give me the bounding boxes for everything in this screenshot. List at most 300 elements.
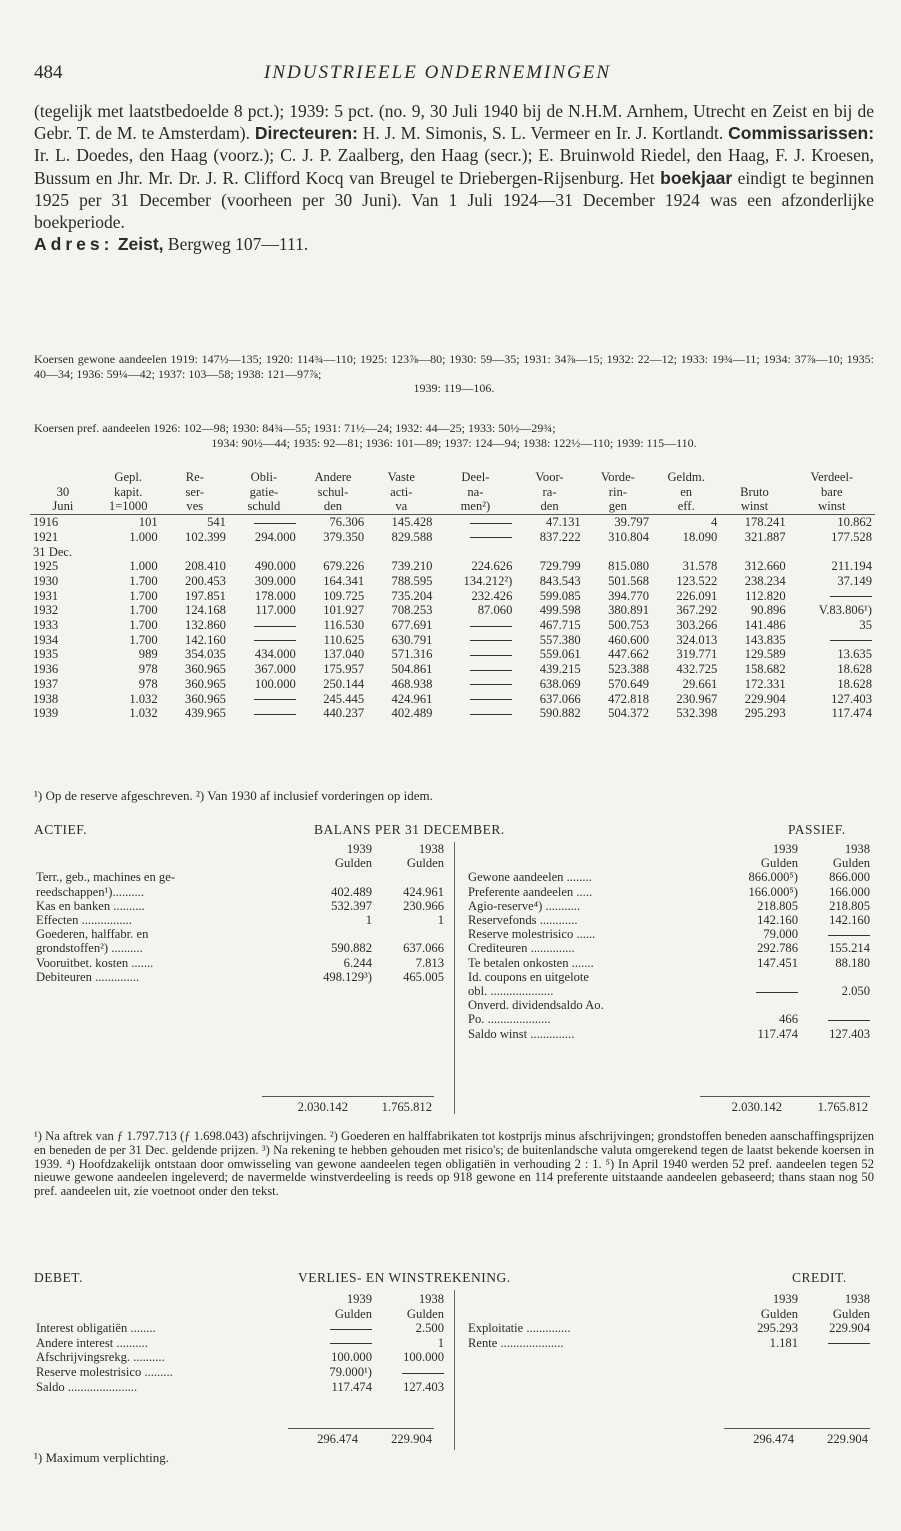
col-head: Vorde- [600,470,635,484]
ledger-row [466,1321,872,1336]
dash [756,992,798,993]
row-year: 1938 [33,691,59,706]
table-cell: 504.372 [608,706,649,721]
verlies-divider [454,1290,455,1450]
ledger-label: Po. .................... [468,1012,551,1027]
intro-text [34,100,874,255]
dash [830,596,872,597]
table-cell: 815.080 [608,559,649,574]
col-head: Vaste [387,470,415,484]
table-cell: 90.896 [750,603,786,618]
col-head: ser- [185,484,205,499]
ledger-value: 637.066 [403,941,444,956]
ledger-row [34,1365,446,1380]
table-cell: 590.882 [539,706,581,721]
ledger-label: Vooruitbet. kosten ....... [36,955,154,970]
table-cell: 309.000 [254,573,296,588]
table-cell [789,633,875,648]
ledger-value [302,927,374,941]
ledger-value: 1.181 [769,1335,798,1350]
ledger-row [34,927,446,941]
total-1939: 2.030.142 [297,1100,348,1114]
ledger-value [302,1321,374,1336]
table-cell: 39.797 [614,515,649,530]
dash [470,684,512,685]
ledger-label: Preferente aandeelen ..... [468,884,593,899]
commissarissen: Ir. L. Doedes, den Haag (voorz.); C. J. P. Zaalberg, den Haag (secr.); E. Bruinwold Riedel, den Haag, F. J. Kroesen, Bussum en Jhr. Mr. Dr. J. R. Clifford Kocq van Breugel te Driebergen-Rijsenburg. Het [34,145,874,188]
table-cell: 394.770 [608,588,649,603]
table-cell: 158.682 [744,662,786,677]
row-year: 1930 [33,573,59,588]
col-head: kapit. [114,484,143,499]
stats-footnote: ¹) Op de reserve afgeschreven. ²) Van 1930 af inclusief vorderingen op idem. [34,788,433,803]
table-cell: 31.578 [682,559,718,574]
ledger-row [466,941,872,955]
credit-total-rule [724,1428,870,1429]
table-cell: 18.628 [837,676,872,691]
table-cell: 232.426 [471,588,513,603]
col-head: winst [789,499,875,514]
ledger-row [466,1027,872,1041]
table-cell: 197.851 [185,588,226,603]
table-cell: 439.965 [185,706,226,721]
col-head: ra- [542,484,557,499]
credit-section [466,1292,872,1350]
dash [470,714,512,715]
table-cell: 230.967 [676,691,718,706]
ledger-row [34,941,446,955]
table-cell: 211.194 [831,559,872,574]
table-cell: 226.091 [676,588,718,603]
directeuren: H. J. M. Simonis, S. L. Vermeer en Ir. J. Kortlandt. [357,123,724,144]
ledger-value: 2.500 [415,1321,444,1336]
credit-table [466,1292,872,1350]
table-row [30,633,875,648]
ledger-label: Andere interest .......... [36,1335,148,1350]
ledger-value [374,927,446,941]
col-head: schul- [317,484,349,499]
ledger-value [800,970,872,984]
table-cell: 729.799 [539,559,581,574]
table-cell [161,545,229,560]
table-cell [435,618,515,633]
table-cell: 559.061 [539,647,581,662]
ledger-value: 230.966 [403,898,444,913]
year: 1938 [844,842,870,856]
table-cell: 35 [859,618,872,633]
ledger-value: 466 [779,1012,798,1027]
dash [828,935,870,936]
table-cell: 250.144 [323,676,365,691]
ledger-label: Saldo ...................... [36,1379,138,1394]
table-row [30,574,875,589]
ledger-row [466,927,872,941]
table-cell: 1.700 [129,573,158,588]
table-cell: 1.000 [129,529,158,544]
year: 1938 [418,1292,444,1306]
col-head: rin- [608,484,627,499]
ledger-value: 142.160 [829,913,870,928]
koersen-pref [34,421,874,450]
table-cell: 424.961 [391,691,433,706]
unit: Gulden [406,856,444,871]
table-row [30,530,875,545]
page-header [34,62,874,90]
ledger-label: Gewone aandeelen ........ [468,870,592,885]
ledger-value [800,998,872,1012]
intro-line: (tegelijk met laatstbedoelde 8 pct.); 1939: 5 pct. (no. 9, 30 Juli 1940 bij de N.H.M. Arnhem, Utrecht en Zeist en bij de Gebr. T. de M. te Amsterdam). [34,101,874,144]
table-cell [435,633,515,648]
ledger-label: Kas en banken .......... [36,898,145,913]
passief-title: PASSIEF. [788,822,846,837]
col-head: Re- [185,470,204,484]
ledger-value: 6.244 [343,955,372,970]
table-cell [435,647,515,662]
table-cell: 1.000 [129,559,158,574]
col-head: winst [720,499,788,514]
col-head: na- [467,484,484,499]
boekjaar-label: boekjaar [660,167,733,188]
table-cell: 129.589 [744,647,786,662]
table-cell: 4 [711,515,718,530]
ledger-label: Effecten ................ [36,913,132,928]
table-cell: 310.804 [608,529,649,544]
ledger-row [34,1380,446,1395]
stats-table [30,470,875,721]
table-cell: 100.000 [254,676,296,691]
ledger-value: 79.000 [763,927,798,942]
year-head [30,470,96,485]
ledger-label: Reserve molestrisico ......... [36,1364,173,1379]
actief-table [34,842,446,984]
table-cell [584,545,652,560]
ledger-label: Reserve molestrisico ...... [468,927,596,942]
stats-header-row [30,470,875,485]
table-cell: 164.341 [323,573,365,588]
col-head: Obli- [250,470,278,484]
ledger-value: 88.180 [835,955,870,970]
row-year: 1916 [33,515,59,530]
table-cell [229,633,299,648]
table-cell: 102.399 [185,529,226,544]
ledger-label: Crediteuren .............. [468,941,575,956]
table-cell: 500.753 [608,618,649,633]
ledger-value: 590.882 [331,941,372,956]
table-cell: 360.965 [185,676,226,691]
col-head: Geldm. [667,470,705,484]
table-cell [229,692,299,707]
table-cell: 360.965 [185,691,226,706]
table-cell: 468.938 [391,676,433,691]
koersen-gewone-last: 1939: 119—106. [413,381,495,395]
ledger-value: 1 [365,913,372,928]
adres-place: Zeist, [117,234,164,255]
col-head: den [299,499,367,514]
dash [254,626,296,627]
passief-table [466,842,872,1041]
ledger-label: Onverd. dividendsaldo Ao. [468,998,604,1013]
col-head [720,470,788,485]
ledger-value: 127.403 [829,1026,870,1041]
table-cell: 490.000 [254,559,296,574]
ledger-value: 100.000 [331,1350,372,1365]
ledger-row [466,885,872,899]
table-cell [96,545,161,560]
actief-title: ACTIEF. [34,822,88,837]
ledger-value: 166.000⁵) [748,884,798,899]
ledger-row [466,913,872,927]
table-cell: 29.661 [682,676,718,691]
table-cell: 1.032 [129,691,158,706]
row-year: 1932 [33,603,59,618]
table-cell: 229.904 [744,691,786,706]
year-head: Juni [30,499,96,514]
total-1939: 296.474 [317,1432,358,1446]
ledger-row [466,984,872,998]
col-head: Andere [314,470,352,484]
unit: Gulden [832,1306,870,1321]
col-head: eff. [652,499,720,514]
table-cell: 467.715 [539,618,581,633]
table-cell: 112.820 [745,588,786,603]
dash [830,640,872,641]
balans-title: BALANS PER 31 DECEMBER. [314,822,505,837]
table-row [30,662,875,677]
table-row [30,589,875,604]
table-cell: 142.160 [185,632,226,647]
table-cell: 1.700 [129,618,158,633]
actief-section [34,842,446,984]
dash [254,523,296,524]
table-cell: 321.887 [744,529,786,544]
table-cell: 208.410 [185,559,226,574]
row-year: 1935 [33,647,59,662]
dash [254,714,296,715]
table-cell: 116.530 [323,618,365,633]
table-cell: 13.635 [837,647,872,662]
stats-header-row [30,499,875,514]
koersen-pref-text: Koersen pref. aandeelen 1926: 102—98; 1930: 84¾—55; 1931: 71½—24; 1932: 44—25; 1933: 50½—29¾; [34,421,556,435]
col-head: gen [584,499,652,514]
ledger-row [34,870,446,884]
row-year: 1934 [33,632,59,647]
koersen-pref-last: 1934: 90½—44; 1935: 92—81; 1936: 101—89; 1937: 124—94; 1938: 122½—110; 1939: 115—110. [211,435,697,450]
table-cell: 1.700 [129,603,158,618]
ledger-row [34,885,446,899]
table-cell: 295.293 [744,706,786,721]
ledger-value: 424.961 [403,884,444,899]
table-cell: 141.486 [744,618,786,633]
table-cell: 177.528 [831,529,872,544]
passief-section [466,842,872,1041]
table-cell: 303.266 [676,618,718,633]
col-head: Voor- [535,470,564,484]
adres-label: Adres: [34,234,114,255]
table-cell: 677.691 [391,618,433,633]
ledger-value: 1 [437,913,444,928]
ledger-label: Interest obligatiën ........ [36,1321,156,1336]
table-row [30,647,875,662]
ledger-row [34,1336,446,1351]
total-1938: 1.765.812 [817,1100,868,1114]
total-1938: 229.904 [827,1432,868,1446]
dash [254,640,296,641]
table-cell: 354.035 [185,647,226,662]
ledger-label: Reservefonds ............ [468,913,578,928]
table-cell: 294.000 [254,529,296,544]
ledger-value [302,1336,374,1351]
ledger-value: 465.005 [403,969,444,984]
table-cell: 76.306 [329,515,365,530]
table-cell: 739.210 [391,559,433,574]
table-cell: 571.316 [391,647,433,662]
total-1938: 1.765.812 [381,1100,432,1114]
ledger-label: Te betalen onkosten ....... [468,955,594,970]
ledger-label: Debiteuren .............. [36,969,140,984]
table-cell: 637.066 [539,691,581,706]
table-cell: 145.428 [391,515,433,530]
ledger-label: Saldo winst .............. [468,1026,575,1041]
ledger-label: Rente .................... [468,1335,564,1350]
table-cell: 10.862 [837,515,872,530]
table-cell: 829.588 [391,529,433,544]
table-cell: 523.388 [608,662,649,677]
ledger-value: 2.050 [841,984,870,999]
balans-divider [454,842,455,1114]
dash [254,699,296,700]
koersen-gewone-text: Koersen gewone aandeelen 1919: 147½—135; 1920: 114¾—110; 1925: 123⅞—80; 1930: 59—35; 1931: 34⅞—15; 1932: 22—12; 1933: 19¾—11; 1934: 37⅞—10; 1935: 40—34; 1936: 59¼—42; 1937: 103—58; 1938: 121—97⅞; [34,352,874,381]
adres: Bergweg 107—111. [163,234,309,255]
dash [828,1020,870,1021]
ledger-row [466,998,872,1012]
table-cell: 379.350 [323,529,365,544]
ledger-value: 127.403 [403,1379,444,1394]
table-cell: 843.543 [539,573,581,588]
table-row [30,603,875,618]
table-cell [229,706,299,721]
table-cell: 312.660 [744,559,786,574]
table-cell: 47.131 [546,515,581,530]
table-cell: 402.489 [391,706,433,721]
ledger-value [728,998,800,1012]
row-year: 1936 [33,662,59,677]
verlies-footnote: ¹) Maximum verplichting. [34,1450,169,1465]
table-cell: 132.860 [185,618,226,633]
table-cell: 123.522 [676,573,718,588]
dash [470,655,512,656]
table-cell: 101.927 [323,603,365,618]
table-cell: 18.628 [837,662,872,677]
ledger-label: Afschrijvingsrekg. .......... [36,1350,165,1365]
ledger-label: Exploitatie .............. [468,1321,571,1336]
table-cell: 434.000 [254,647,296,662]
table-cell: 380.891 [608,603,649,618]
ledger-label: Terr., geb., machines en ge- [36,870,175,885]
debet-title: DEBET. [34,1270,83,1285]
table-cell: 143.835 [744,632,786,647]
table-row [30,692,875,707]
ledger-value: 100.000 [403,1350,444,1365]
dash [330,1329,372,1330]
dash [470,626,512,627]
credit-title: CREDIT. [792,1270,847,1285]
col-head: va [367,499,435,514]
table-cell: 501.568 [608,573,649,588]
table-cell: 978 [138,676,158,691]
table-cell: 837.222 [539,529,581,544]
ledger-value [728,984,800,998]
col-head: Deel- [461,470,490,484]
table-cell [229,515,299,530]
table-cell: 432.725 [676,662,718,677]
table-cell: 1.700 [129,632,158,647]
year: 1939 [346,842,372,856]
unit: Gulden [832,856,870,871]
row-year: 1931 [33,588,59,603]
year-head: 30 [56,484,70,499]
directeuren-label: Directeuren: [254,123,358,144]
verlies-title: VERLIES- EN WINSTREKENING. [298,1270,511,1285]
ledger-value: 79.000¹) [329,1364,372,1379]
table-cell: 499.598 [539,603,581,618]
table-cell: 134.212²) [463,573,513,588]
table-cell: 1.700 [129,588,158,603]
table-cell [652,545,720,560]
table-row [30,559,875,574]
table-cell: 570.649 [608,676,649,691]
year: 1939 [346,1292,372,1306]
total-1939: 296.474 [753,1432,794,1446]
ledger-row [466,899,872,913]
table-cell: 175.957 [323,662,365,677]
table-cell: 367.000 [254,662,296,677]
table-cell: 109.725 [323,588,365,603]
ledger-row [466,1336,872,1351]
dash [330,1343,372,1344]
ledger-value [800,927,872,941]
table-cell [435,530,515,545]
table-cell: 541 [207,515,226,530]
ledger-value: 117.474 [331,1379,372,1394]
debet-total-rule [288,1428,434,1429]
ledger-value: 866.000 [829,870,870,885]
dash [470,537,512,538]
ledger-row [34,913,446,927]
balans-footnotes: ¹) Na aftrek van ƒ 1.797.713 (ƒ 1.698.043) afschrijvingen. ²) Goederen en halffabrikaten tot kostprijs minus afschrijvingen; grondstoffen beneden aanschaffingsprijzen en beneden de per 31 Dec. geldende prijzen. ³) Na rekening te hebben gehouden met risico's; de buitenlandsche valuta omgerekend tegen de laatst bekende koersen in 1939. ⁴) Hoofdzakelijk ontstaan door omwisseling van gewone aandeelen tegen obligatiën in verhouding 2 : 1. ⁵) In April 1940 werden 52 pref. aandeelen tegen 52 nieuwe gewone aandeelen ingeleverd; de navermelde winstverdeeling is reeds op 918 gewone en 114 preferente uitstaande aandeelen gebaseerd; thans staan nog 50 pref. aandeelen uit, zie voetnoot onder den tekst. [34,1129,874,1199]
ledger-row [34,970,446,984]
ledger-value: 218.805 [829,898,870,913]
total-1939: 2.030.142 [731,1100,782,1114]
row-year: 1933 [33,618,59,633]
ledger-row [466,1012,872,1026]
table-cell: 110.625 [323,632,365,647]
row-year: 1937 [33,676,59,691]
col-head: schuld [229,499,299,514]
page-number: 484 [34,62,63,83]
year: 1938 [418,842,444,856]
row-year: 1939 [33,706,59,721]
stats-body [30,515,875,721]
ledger-value: 142.160 [757,913,798,928]
unit: Gulden [760,856,798,871]
ledger-value [800,1012,872,1026]
ledger-value [302,870,374,884]
passief-total-rule [700,1096,870,1097]
table-cell: 557.380 [539,632,581,647]
ledger-row [466,870,872,884]
ledger-value: 295.293 [757,1321,798,1336]
table-row [30,677,875,692]
